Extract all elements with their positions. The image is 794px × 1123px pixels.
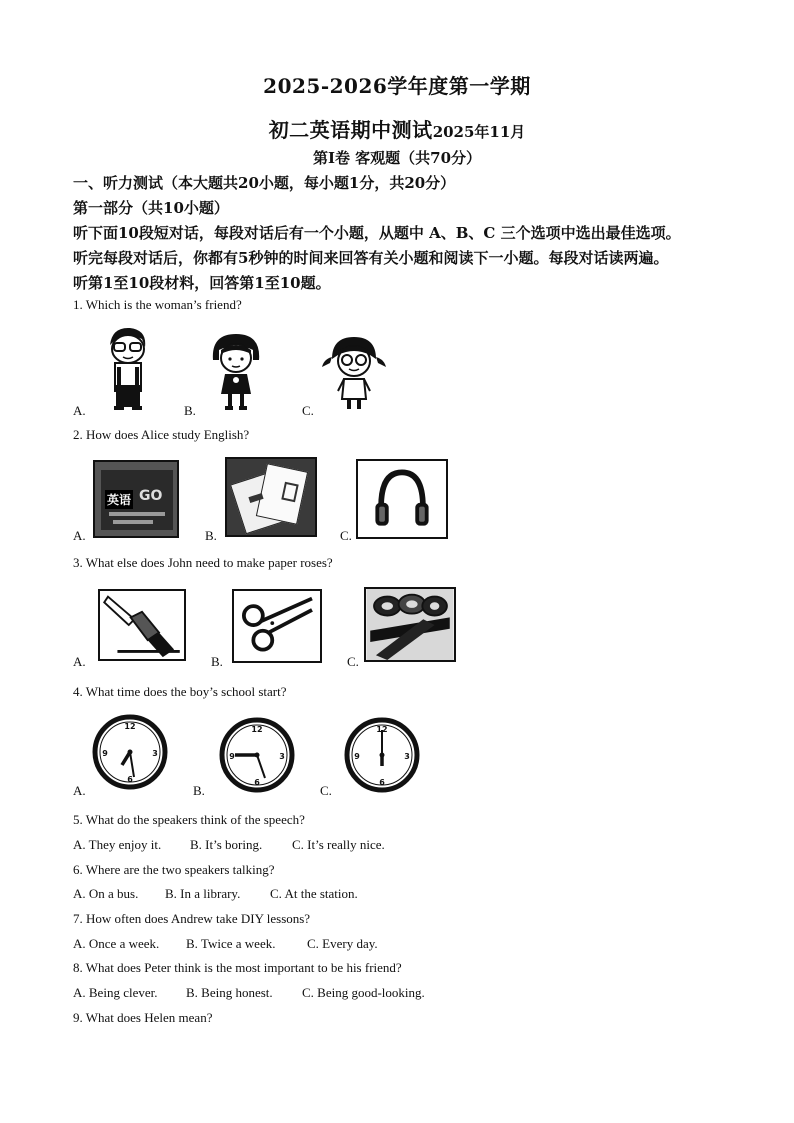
paint-brush-icon[interactable] — [98, 589, 186, 661]
headphones-icon[interactable] — [356, 459, 448, 539]
question-2: 2. How does Alice study English? — [73, 427, 250, 442]
svg-text:9: 9 — [354, 752, 360, 761]
option-a-label: A. — [73, 654, 86, 669]
svg-text:12: 12 — [376, 725, 388, 734]
svg-text:3: 3 — [279, 752, 285, 761]
part-heading: 第一部分（共10小题） — [73, 199, 229, 217]
girl-icon[interactable] — [207, 330, 265, 412]
clock-icon[interactable] — [92, 713, 168, 791]
volume-heading: 第Ⅰ卷 客观题（共70分） — [312, 149, 482, 167]
scissors-icon[interactable] — [232, 589, 322, 663]
question-4: 4. What time does the boy’s school start? — [73, 684, 287, 699]
option-c[interactable]: C. At the station. — [270, 886, 358, 901]
boy-with-glasses-icon[interactable] — [100, 325, 154, 411]
svg-text:6: 6 — [254, 778, 260, 787]
option-c-label: C. — [340, 528, 352, 543]
clock-icon[interactable] — [219, 716, 295, 794]
svg-text:6: 6 — [127, 775, 133, 784]
tape-icon[interactable] — [364, 587, 456, 662]
option-c-label: C. — [347, 654, 359, 669]
flash-cards-icon[interactable] — [225, 457, 317, 537]
option-b-label: B. — [193, 783, 205, 798]
option-a-label: A. — [73, 403, 86, 418]
svg-text:12: 12 — [124, 722, 136, 731]
svg-text:3: 3 — [152, 749, 158, 758]
option-b-label: B. — [184, 403, 196, 418]
exam-subtitle — [0, 114, 794, 143]
instruction-line: 听完每段对话后，你都有5秒钟的时间来回答有关小题和阅读下一小题。每段对话读两遍。 — [73, 249, 669, 267]
question-5: 5. What do the speakers think of the speech? — [73, 812, 305, 827]
question-9: 9. What does Helen mean? — [73, 1010, 213, 1025]
section-heading: 一、听力测试（本大题共20小题，每小题1分，共20分） — [73, 174, 456, 192]
question-6: 6. Where are the two speakers talking? — [73, 862, 275, 877]
option-c[interactable]: C. Being good-looking. — [302, 985, 425, 1000]
option-a[interactable]: A. Being clever. — [73, 985, 158, 1000]
question-1: 1. Which is the woman’s friend? — [73, 297, 242, 312]
option-c-label: C. — [320, 783, 332, 798]
svg-text:12: 12 — [251, 725, 263, 734]
svg-text:9: 9 — [229, 752, 235, 761]
instruction-line: 听第1至10段材料，回答第1至10题。 — [73, 274, 331, 292]
girl-with-glasses-icon[interactable] — [318, 333, 390, 415]
exam-subtitle-text: 初二英语期中测试 — [268, 118, 433, 142]
option-b-label: B. — [211, 654, 223, 669]
option-c[interactable]: C. It’s really nice. — [292, 837, 385, 852]
option-a[interactable]: A. On a bus. — [73, 886, 139, 901]
question-8: 8. What does Peter think is the most important to be his friend? — [73, 960, 402, 975]
question-7: 7. How often does Andrew take DIY lessons? — [73, 911, 311, 926]
english-book-icon[interactable] — [93, 460, 179, 538]
option-b[interactable]: B. It’s boring. — [190, 837, 263, 852]
option-a-label: A. — [73, 528, 86, 543]
exam-date: 2025年11月 — [432, 123, 526, 141]
option-c-label: C. — [302, 403, 314, 418]
option-b[interactable]: B. In a library. — [165, 886, 241, 901]
book-label: 英语 — [105, 490, 133, 509]
option-b[interactable]: B. Being honest. — [186, 985, 273, 1000]
option-b-label: B. — [205, 528, 217, 543]
instruction-line: 听下面10段短对话，每段对话后有一个小题，从题中 A、B、C 三个选项中选出最佳选项。 — [73, 224, 681, 242]
clock-icon[interactable] — [343, 716, 421, 794]
svg-text:6: 6 — [379, 778, 385, 787]
option-a[interactable]: A. They enjoy it. — [73, 837, 162, 852]
option-a-label: A. — [73, 783, 86, 798]
option-b[interactable]: B. Twice a week. — [186, 936, 276, 951]
book-go-label: GO — [139, 488, 163, 504]
question-3: 3. What else does John need to make paper roses? — [73, 555, 333, 570]
svg-text:9: 9 — [102, 749, 108, 758]
option-a[interactable]: A. Once a week. — [73, 936, 160, 951]
exam-title: 2025-2026学年度第一学期 — [263, 74, 531, 98]
svg-text:3: 3 — [404, 752, 410, 761]
option-c[interactable]: C. Every day. — [307, 936, 378, 951]
